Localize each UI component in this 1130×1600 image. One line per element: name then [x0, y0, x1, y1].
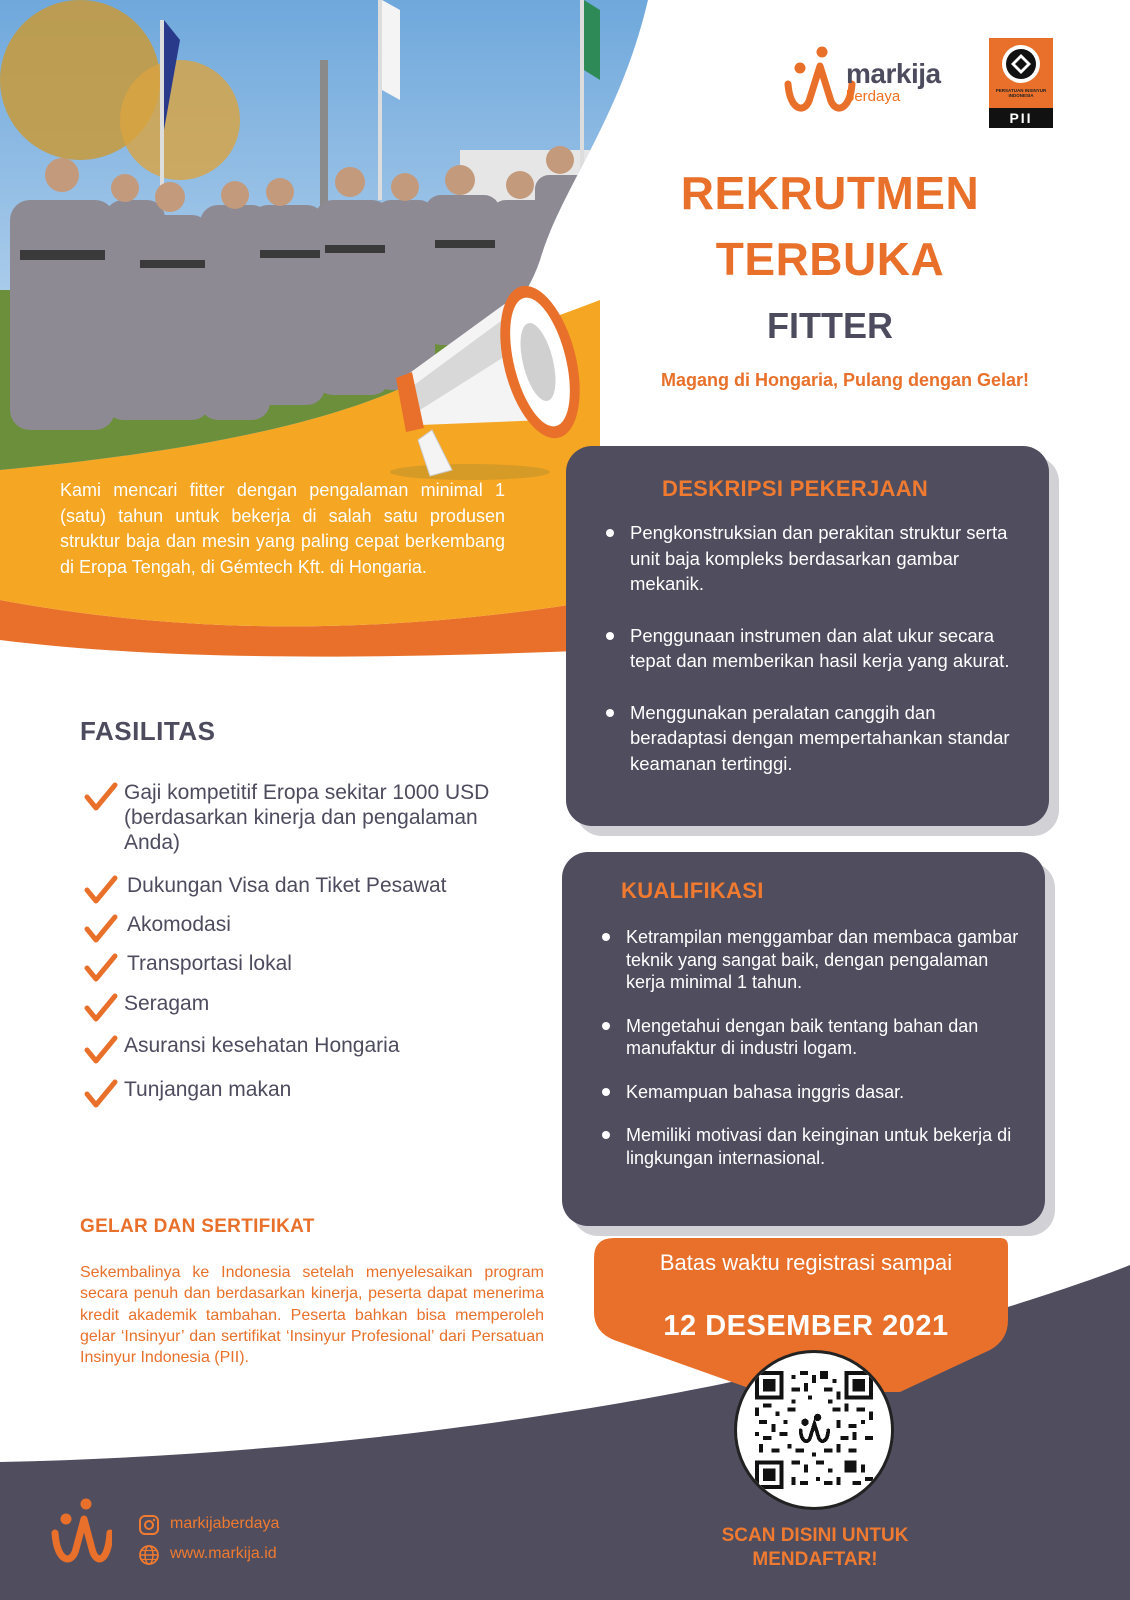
check-icon — [84, 993, 118, 1023]
instagram-icon — [138, 1514, 160, 1536]
check-icon — [84, 782, 118, 812]
website-url: www.markija.id — [170, 1545, 277, 1562]
list-item: Mengetahui dengan baik tentang bahan dan manufaktur di industri logam. — [598, 1015, 1028, 1060]
title-line-2: TERBUKA — [715, 233, 945, 285]
facility-label: Asuransi kesehatan Hongaria — [124, 1034, 400, 1057]
scan-call-to-action — [650, 1524, 980, 1572]
facility-item — [84, 991, 504, 1016]
check-icon — [84, 953, 118, 983]
facility-item — [84, 1033, 504, 1058]
list-item: Menggunakan peralatan canggih dan beradaptasi dengan mempertahankan standar keamanan tertinggi. — [602, 700, 1022, 777]
check-icon — [84, 1035, 118, 1065]
qualifications-title: KUALIFIKASI — [621, 878, 764, 903]
globe-icon — [138, 1544, 160, 1566]
list-item: Ketrampilan menggambar dan membaca gambar teknik yang sangat baik, dengan pengalaman kerja minimal 1 tahun. — [598, 926, 1028, 994]
facility-label: Tunjangan makan — [124, 1078, 292, 1101]
pii-emblem-icon — [989, 38, 1053, 88]
list-item: Penggunaan instrumen dan alat ukur secara tepat dan memberikan hasil kerja yang akurat. — [602, 623, 1022, 674]
qr-code-icon — [755, 1371, 873, 1489]
facility-item — [84, 780, 504, 855]
job-description-title: DESKRIPSI PEKERJAAN — [662, 476, 929, 501]
deadline-date: 12 DESEMBER 2021 — [663, 1310, 949, 1342]
degree-text: Sekembalinya ke Indonesia setelah menyelesaikan program secara penuh dan berdasarkan kinerja, peserta dapat menerima kredit akademik tambahan. Peserta bahkan bisa memperoleh gelar ‘Insinyur’ dan sertifikat ‘Insinyur Profesional’ dari Persatuan Insinyur Indonesia (PII). — [80, 1264, 544, 1367]
facility-label: Gaji kompetitif Eropa sekitar 1000 USD (berdasarkan kinerja dan pengalaman Anda) — [124, 781, 490, 854]
list-item: Kemampuan bahasa inggris dasar. — [598, 1081, 1028, 1104]
markija-footer-logo-icon — [50, 1497, 112, 1569]
facility-item — [84, 1077, 504, 1102]
intro-text: Kami mencari fitter dengan pengalaman minimal 1 (satu) tahun untuk bekerja di salah satu produsen struktur baja dan mesin yang paling cepat berkembang di Eropa Tengah, di Gémtech Kft. di Hongaria. — [60, 480, 505, 577]
job-role: FITTER — [767, 305, 893, 346]
brand-name: markija — [846, 58, 941, 89]
job-description-list — [602, 520, 1022, 802]
facility-item — [84, 951, 504, 976]
deadline-label: Batas waktu registrasi sampai — [659, 1250, 953, 1275]
website-link[interactable] — [138, 1544, 338, 1568]
registration-qr-code[interactable] — [734, 1350, 894, 1510]
degree-title: GELAR DAN SERTIFIKAT — [80, 1216, 315, 1237]
scan-cta-line-1: SCAN DISINI UNTUK — [721, 1525, 909, 1546]
pii-logo — [989, 38, 1053, 128]
qualifications-list — [598, 926, 1028, 1190]
instagram-link[interactable] — [138, 1514, 338, 1538]
pii-logo-caption: PERSATUAN INSINYUR INDONESIA — [995, 88, 1047, 98]
title-line-1: REKRUTMEN — [680, 167, 980, 219]
scan-cta-line-2: MENDAFTAR! — [752, 1549, 878, 1570]
title-block — [610, 160, 1050, 356]
check-icon — [84, 1079, 118, 1109]
list-item: Pengkonstruksian dan perakitan struktur serta unit baja kompleks berdasarkan gambar mekanik. — [602, 520, 1022, 597]
check-icon — [84, 914, 118, 944]
job-description-card — [566, 446, 1049, 826]
facility-label: Transportasi lokal — [127, 952, 292, 975]
facility-item — [84, 912, 504, 937]
tagline: Magang di Hongaria, Pulang dengan Gelar! — [660, 370, 1030, 390]
brand-tagline: berdaya — [846, 88, 901, 105]
pii-logo-label: PII — [989, 108, 1053, 128]
facilities-title: FASILITAS — [80, 716, 216, 746]
qualifications-card — [562, 852, 1045, 1226]
facility-label: Akomodasi — [127, 913, 231, 936]
list-item: Memiliki motivasi dan keinginan untuk bekerja di lingkungan internasional. — [598, 1124, 1028, 1169]
instagram-handle: markijaberdaya — [170, 1515, 280, 1532]
facility-label: Dukungan Visa dan Tiket Pesawat — [127, 874, 447, 897]
facility-label: Seragam — [124, 992, 210, 1015]
facility-item — [84, 873, 504, 898]
check-icon — [84, 875, 118, 905]
